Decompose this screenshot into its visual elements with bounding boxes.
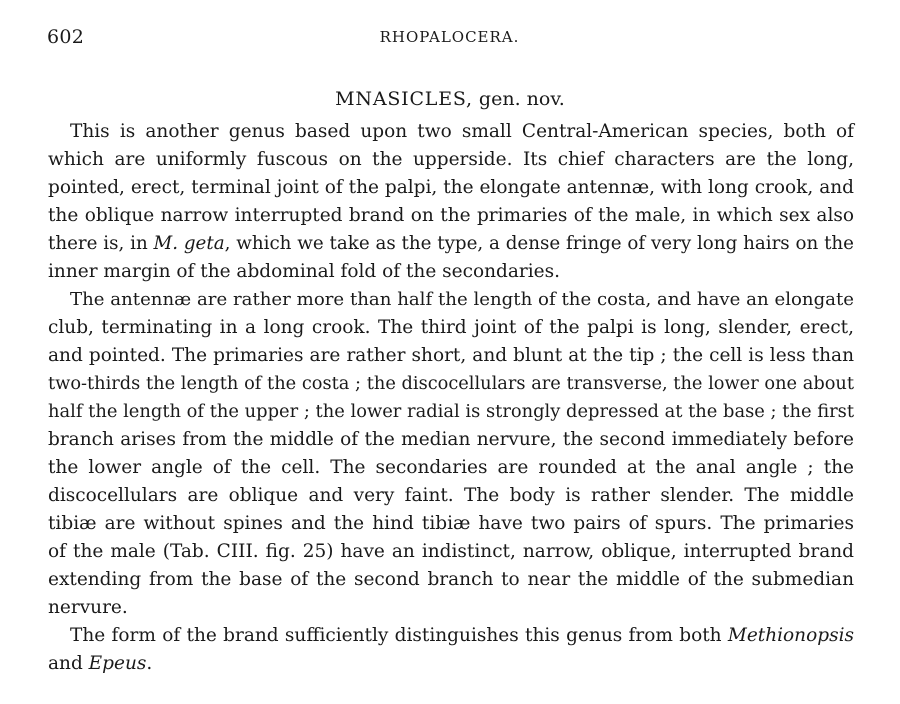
text-line: pointed, erect, terminal joint of the palpi, the elongate antennæ, with long crook, and (48, 177, 854, 198)
text-line: The antennæ are rather more than half the length of the costa, and have an elongate (70, 289, 854, 310)
species-name: M. geta (153, 233, 225, 254)
page-header (47, 26, 852, 50)
text-line: inner margin of the abdominal fold of the secondaries. (48, 261, 560, 282)
section-title (0, 88, 900, 110)
running-head: RHOPALOCERA. (379, 28, 520, 46)
text-line: which are uniformly fuscous on the upperside. Its chief characters are the long, (48, 149, 854, 170)
body-text (48, 118, 854, 678)
genus-reference: Methionopsis (727, 625, 854, 646)
text-line: half the length of the upper ; the lower radial is strongly depressed at the base ; the first (48, 401, 854, 422)
text-line: extending from the base of the second branch to near the middle of the submedian (48, 569, 854, 590)
genus-reference: Epeus (88, 653, 147, 674)
text-line: discocellulars are oblique and very faint. The body is rather slender. The middle (48, 485, 854, 506)
text-line: club, terminating in a long crook. The third joint of the palpi is long, slender, erect, (48, 317, 854, 338)
page-number: 602 (47, 26, 85, 48)
text-line: tibiæ are without spines and the hind tibiæ have two pairs of spurs. The primaries (48, 513, 854, 534)
text-line: the oblique narrow interrupted brand on the primaries of the male, in which sex also (48, 205, 854, 226)
text-line: This is another genus based upon two small Central-American species, both of (70, 121, 854, 142)
genus-name: MNASICLES, (335, 88, 473, 110)
text-line: branch arises from the middle of the median nervure, the second immediately before (48, 429, 854, 450)
text-line: of the male (Tab. CIII. fig. 25) have an indistinct, narrow, oblique, interrupted brand (48, 541, 854, 562)
text-line: there is, in M. geta, which we take as the type, a dense fringe of very long hairs on the (48, 233, 854, 254)
text-line: two-thirds the length of the costa ; the discocellulars are transverse, the lower one about (48, 373, 854, 394)
text-line: The form of the brand sufficiently distinguishes this genus from both Methionopsis (70, 625, 854, 646)
text-line: and Epeus. (48, 653, 153, 674)
text-line: nervure. (48, 597, 128, 618)
genus-label: gen. nov. (478, 88, 565, 110)
text-line: and pointed. The primaries are rather short, and blunt at the tip ; the cell is less than (48, 345, 854, 366)
text-line: the lower angle of the cell. The secondaries are rounded at the anal angle ; the (48, 457, 854, 478)
